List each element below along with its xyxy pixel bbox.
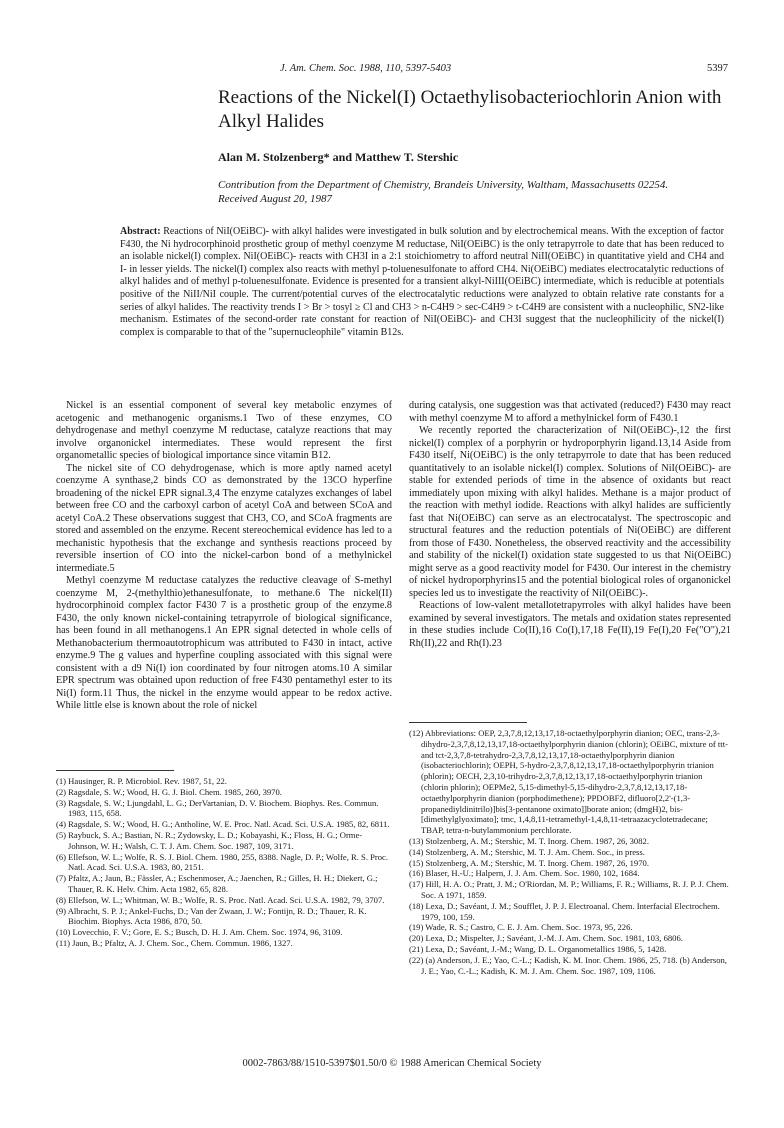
footnote-divider bbox=[56, 770, 174, 771]
reference-item: (21) Lexa, D.; Savéant, J.-M.; Wang, D. L. Organometallics 1986, 5, 1428. bbox=[409, 943, 667, 954]
reference-item: (5) Raybuck, S. A.; Bastian, N. R.; Zydowsky, L. D.; Kobayashi, K.; Floss, H. G.; Orme-Johnson, W. H.; Walsh, C. T. J. Am. Chem. Soc. 1987, 109, 3171. bbox=[56, 829, 363, 851]
paragraph: The nickel site of CO dehydrogenase, which is more aptly named acetyl coenzyme A synthase,2 binds CO as demonstrated by the 13CO hyperfine broadening of the nickel EPR signal.3,4 The enzyme catalyzes exchanges of label between free CO and the carboxyl carbon of acetyl CoA and between SCoA and acetyl CoA.2 These observations suggest that CH3, CO, and SCoA fragments are stored and assembled on the enzyme. Recent stereochemical evidence has led to a mechanistic hypothesis that the exchange and synthesis reactions proceed by reversible insertion of CO into the nickel-carbon bond of a methylnickel intermediate.5 bbox=[56, 462, 392, 574]
reference-item: (3) Ragsdale, S. W.; Ljungdahl, L. G.; DerVartanian, D. V. Biochem. Biophys. Res. Commun. 1983, 115, 658. bbox=[56, 797, 379, 819]
page-number: 5397 bbox=[707, 63, 728, 74]
copyright-footer: 0002-7863/88/1510-5397$01.50/0 © 1988 American Chemical Society bbox=[242, 1058, 542, 1069]
references-left bbox=[56, 776, 392, 949]
affiliation: Contribution from the Department of Chemistry, Brandeis University, Waltham, Massachusetts 02254. Received August 20, 1987 bbox=[218, 179, 669, 205]
reference-item: (19) Wade, R. S.; Castro, C. E. J. Am. Chem. Soc. 1973, 95, 226. bbox=[409, 922, 633, 933]
reference-item: (20) Lexa, D.; Mispelter, J.; Savéant, J.-M. J. Am. Chem. Soc. 1981, 103, 6806. bbox=[409, 933, 683, 944]
paragraph: Reactions of low-valent metallotetrapyrroles with alkyl halides have been examined by several investigators. The metals and oxidation states represented in these studies include Co(II),16 Co(I),17,18 Fe(II),19 Fe(I),20 Fe("O"),21 Rh(II),22 and Rh(I).23 bbox=[409, 600, 731, 649]
paragraph: Methyl coenzyme M reductase catalyzes the reductive cleavage of S-methyl coenzyme M, 2-(methylthio)ethanesulfonate, to methane.6 The nickel(II) hydrocorphinoid complex factor F430 7 is a prosthetic group of the enzyme.8 F430, the only known nickel-containing tetrapyrrole of biological significance, has been found in all methanogens.1 An EPR signal detected in whole cells of Methanobacterium thermoautotrophicum was attributed to F430 in intact, active enzyme.9 The g values and hyperfine coupling associated with this signal were consistent with a d9 Ni(I) ion coordinated by four nitrogen atoms.10 A similar EPR spectrum was obtained upon reduction of free F430 pentamethyl ester to its Ni(I) form.11 Thus, the nickel in the enzyme would appear to be redox active. While little else is known about the role of nickel bbox=[56, 575, 392, 711]
footnote-divider bbox=[409, 722, 527, 723]
reference-item: (13) Stolzenberg, A. M.; Stershic, M. T. Inorg. Chem. 1987, 26, 3082. bbox=[409, 835, 649, 846]
reference-item: (1) Hausinger, R. P. Microbiol. Rev. 1987, 51, 22. bbox=[56, 776, 227, 786]
references-right bbox=[409, 728, 731, 976]
reference-item: (8) Ellefson, W. L.; Whitman, W. B.; Wolfe, R. S. Proc. Natl. Acad. Sci. U.S.A. 1982, 79, 3707. bbox=[56, 894, 385, 905]
reference-item: (6) Ellefson, W. L.; Wolfe, R. S. J. Biol. Chem. 1980, 255, 8388. Nagle, D. P.; Wolfe, R. S. Proc. Natl. Acad. Sci. U.S.A. 1983, 80, 2151. bbox=[56, 851, 389, 873]
abstract-label: Abstract: bbox=[120, 226, 161, 237]
authors: Alan M. Stolzenberg* and Matthew T. Stershic bbox=[218, 150, 459, 164]
article-title: Reactions of the Nickel(I) Octaethylisobacteriochlorin Anion with Alkyl Halides bbox=[218, 87, 722, 132]
paragraph: We recently reported the characterization of NiI(OEiBC)-,12 the first nickel(I) complex of a porphyrin or hydroporphyrin ligand.13,14 Aside from F430 itself, Ni(OEiBC) is the only tetrapyrrole to date that has been reduced quantitatively to an isolable nickel(I) complex. Solutions of NiI(OEiBC)- are stable for extended periods of time in the absence of oxidants but react immediately upon mixing with alkyl halides. Methane is a major product of the reaction with methyl iodide. Reactions with alkyl halides are sufficiently fast that Ni(OEiBC) can serve as an electrocatalyst. The spectroscopic and structural features and the reduction potentials of Ni(OEiBC) are different from those of F430. Nonetheless, the observed reactivity and the accessibility and stability of the nickel(I) oxidation state suggested to us that Ni(OEiBC) might serve as a good reactivity model for F430. Our interest in the chemistry of nickel hydroporphyrins15 and the potential biological roles of organonickel species led us to investigate the reactivity of NiI(OEiBC)-. bbox=[409, 425, 731, 599]
reference-item: (11) Jaun, B.; Pfaltz, A. J. Chem. Soc., Chem. Commun. 1986, 1327. bbox=[56, 937, 293, 948]
reference-item: (12) Abbreviations: OEP, 2,3,7,8,12,13,17,18-octaethylporphyrin dianion; OEC, trans-2,3-dihydro-2,3,7,8,12,13,17,18-octaethylporphyrin dianion (chlorin); OEiBC, mixture of ttt- and tct-2,3,7,8-tetrahydro-2,3,7,8,12,13,17,18-octaethylporphyrin dianion (isobacteriochlorin); OEPH, 5-hydro-2,3,7,8,12,13,17,18-octaethylporphyrin trianion (phlorin); OECH, 2,3,10-trihydro-2,3,7,8,12,13,17,18-octaethylporphyrin trianion (chlorin phlorin); OEPMe2, 5,15-dimethyl-5,15-dihydro-2,3,7,8,12,13,17,18-octaethylporphyrin dianion (porphodimethene); PPDOBF2, difluoro[2,2'-(1,3-propanediyldinitrilo)]bis[3-pentanone oximato]]borate anion; (dmgH)2, bis-[dimethylglyoximato]; tmc, 1,4,8,11-tetramethyl-1,4,8,11-tetraazacyclotetradecane; TBAP, tetra-n-butylammonium perchlorate. bbox=[409, 728, 728, 836]
paragraph: Nickel is an essential component of several key metabolic enzymes of acetogenic and methanogenic organisms.1 Two of these enzymes, CO dehydrogenase and methyl coenzyme M reductase, catalyze reactions that may involve organonickel intermediates. These would represent the first organometallic species of biological importance since vitamin B12. bbox=[56, 400, 392, 461]
reference-item: (7) Pfaltz, A.; Jaun, B.; Fässler, A.; Eschenmoser, A.; Jaenchen, R.; Gilles, H. H.; Diekert, G.; Thauer, R. K. Helv. Chim. Acta 1982, 65, 828. bbox=[56, 873, 378, 894]
reference-item: (2) Ragsdale, S. W.; Wood, H. G. J. Biol. Chem. 1985, 260, 3970. bbox=[56, 786, 282, 797]
reference-item: (14) Stolzenberg, A. M.; Stershic, M. T. J. Am. Chem. Soc., in press. bbox=[409, 846, 645, 857]
journal-citation: J. Am. Chem. Soc. 1988, 110, 5397-5403 bbox=[280, 63, 452, 74]
reference-item: (16) Blaser, H.-U.; Halpern, J. J. Am. Chem. Soc. 1980, 102, 1684. bbox=[409, 868, 640, 879]
reference-item: (4) Ragsdale, S. W.; Wood, H. G.; Antholine, W. E. Proc. Natl. Acad. Sci. U.S.A. 1985, 82, 6811. bbox=[56, 819, 390, 830]
body-column-left bbox=[56, 400, 392, 713]
paragraph: during catalysis, one suggestion was that activated (reduced?) F430 may react with methyl coenzyme M to afford a methylnickel form of F430.1 bbox=[409, 400, 731, 424]
abstract-text: Reactions of NiI(OEiBC)- with alkyl halides were investigated in bulk solution and by electrochemical means. With the exception of factor F430, the Ni hydrocorphinoid prosthetic group of methyl coenzyme M reductase, NiI(OEiBC) is the only tetrapyrrole to date that has been reduced to an isolable nickel(I) complex. NiI(OEiBC)- reacts with CH3I in a 2:1 stoichiometry to afford neutral NiII(OEiBC) in quantitative yield and CH4 and I- in lesser yields. The nickel(I) complex also reacts with methyl p-toluenesulfonate to afford CH4. Ni(OEiBC) mediates electrocatalytic reductions of alkyl halides and of methyl p-toluenesulfonate. Evidence is presented for a transient alkyl-NiIII(OEiBC) intermediate, which is reducible at potentials positive of the NiII/NiI couple. The current/potential curves of the electrocatalytic reductions were analyzed to obtain relative rate constants for a series of alkyl halides. The reactivity trends I > Br > tosyl ≥ Cl and CH3 > n-C4H9 > sec-C4H9 > t-C4H9 are consistent with a nucleophilic, SN2-like mechanism. Estimates of the second-order rate constant for reaction of NiI(OEiBC)- and CH3I suggest that the nucleophilicity of the nickel(I) complex is comparable to that of the "supernucleophile" vitamin B12s. bbox=[120, 226, 724, 338]
reference-item: (9) Albracht, S. P. J.; Ankel-Fuchs, D.; Van der Zwaan, J. W.; Fontijn, R. D.; Thauer, R. K. Biochim. Biophys. Acta 1986, 870, 50. bbox=[56, 905, 367, 927]
reference-item: (15) Stolzenberg, A. M.; Stershic, M. T. Inorg. Chem. 1987, 26, 1970. bbox=[409, 857, 649, 868]
reference-item: (18) Lexa, D.; Savéant, J. M.; Soufflet, J. P. J. Electroanal. Chem. Interfacial Electrochem. 1979, 100, 159. bbox=[409, 900, 720, 922]
reference-item: (10) Lovecchio, F. V.; Gore, E. S.; Busch, D. H. J. Am. Chem. Soc. 1974, 96, 3109. bbox=[56, 927, 343, 938]
reference-item: (17) Hill, H. A. O.; Pratt, J. M.; O'Riordan, M. P.; Williams, F. R.; Williams, R. J. P. J. Chem. Soc. A 1971, 1859. bbox=[409, 879, 729, 900]
abstract bbox=[120, 226, 724, 339]
body-column-right bbox=[409, 400, 731, 650]
reference-item: (22) (a) Anderson, J. E.; Yao, C.-L.; Kadish, K. M. Inor. Chem. 1986, 25, 718. (b) Anderson, J. E.; Yao, C.-L.; Kadish, K. M. J. Am. Chem. Soc. 1987, 109, 1106. bbox=[409, 954, 727, 976]
